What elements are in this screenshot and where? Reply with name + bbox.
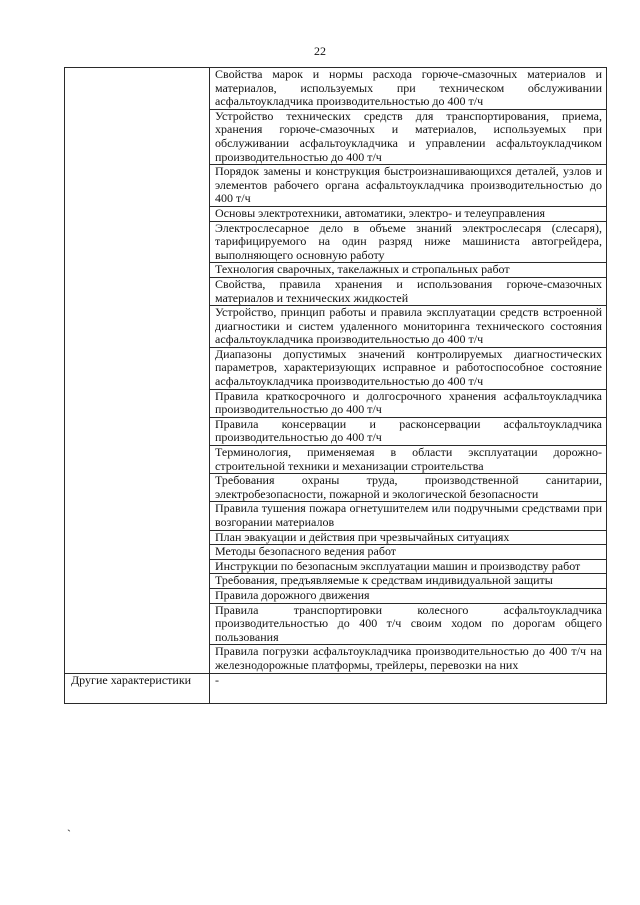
requirement-text: Правила транспортировки колесного асфальтоукладчика производительностью до 400 т/ч своим ходом по дорогам общего пользования [210,603,607,645]
requirement-text: Устройство технических средств для транспортирования, приема, хранения горюче-смазочных и материалов, используемых при обслуживании асфальтоукладчика и управлении асфальтоукладчиком производительностью до 400 т/ч [210,109,607,164]
requirements-label-cell [65,68,210,674]
requirement-text: Терминология, применяемая в области эксплуатации дорожно-строительной техники и механизации строительства [210,446,607,474]
requirement-row [65,68,607,110]
stray-mark: ` [67,827,71,841]
other-characteristics-row [65,673,607,703]
requirement-text: Электрослесарное дело в объеме знаний электрослесаря (слесаря), тарифицируемого на один разряд ниже машиниста автогрейдера, выполняющего основную работу [210,221,607,263]
requirement-text: Требования охраны труда, производственной санитарии, электробезопасности, пожарной и экологической безопасности [210,474,607,502]
requirement-text: Свойства марок и нормы расхода горюче-смазочных материалов и материалов, используемых при техническом обслуживании асфальтоукладчика производительностью до 400 т/ч [210,68,607,110]
requirement-text: Правила дорожного движения [210,588,607,603]
page-number: 22 [314,44,326,58]
requirement-text: Правила тушения пожара огнетушителем или подручными средствами при возгорании материалов [210,502,607,530]
other-characteristics-label: Другие характеристики [65,673,210,703]
requirement-text: Основы электротехники, автоматики, электро- и телеуправления [210,206,607,221]
requirement-text: Правила консервации и расконсервации асфальтоукладчика производительностью до 400 т/ч [210,417,607,445]
other-characteristics-value: - [210,673,607,703]
requirement-text: План эвакуации и действия при чрезвычайных ситуациях [210,530,607,545]
table-body [65,68,607,704]
requirement-text: Требования, предъявляемые к средствам индивидуальной защиты [210,574,607,589]
requirement-text: Порядок замены и конструкция быстроизнашивающихся деталей, узлов и элементов рабочего органа асфальтоукладчика производительностью до 400 т/ч [210,165,607,207]
requirement-text: Инструкции по безопасным эксплуатации машин и производству работ [210,559,607,574]
requirement-text: Правила погрузки асфальтоукладчика производительностью до 400 т/ч на железнодорожные платформы, трейлеры, перевозки на них [210,645,607,673]
requirement-text: Правила краткосрочного и долгосрочного хранения асфальтоукладчика производительностью до 400 т/ч [210,389,607,417]
requirement-text: Устройство, принцип работы и правила эксплуатации средств встроенной диагностики и систем удаленного мониторинга технического состояния асфальтоукладчика производительностью до 400 т/ч [210,306,607,348]
requirement-text: Технология сварочных, такелажных и стропальных работ [210,263,607,278]
requirement-text: Методы безопасного ведения работ [210,545,607,560]
requirement-text: Свойства, правила хранения и использования горюче-смазочных материалов и технических жидкостей [210,277,607,305]
knowledge-requirements-table [64,67,607,704]
requirement-text: Диапазоны допустимых значений контролируемых диагностических параметров, характеризующих исправное и работоспособное состояние асфальтоукладчика производительностью до 400 т/ч [210,347,607,389]
